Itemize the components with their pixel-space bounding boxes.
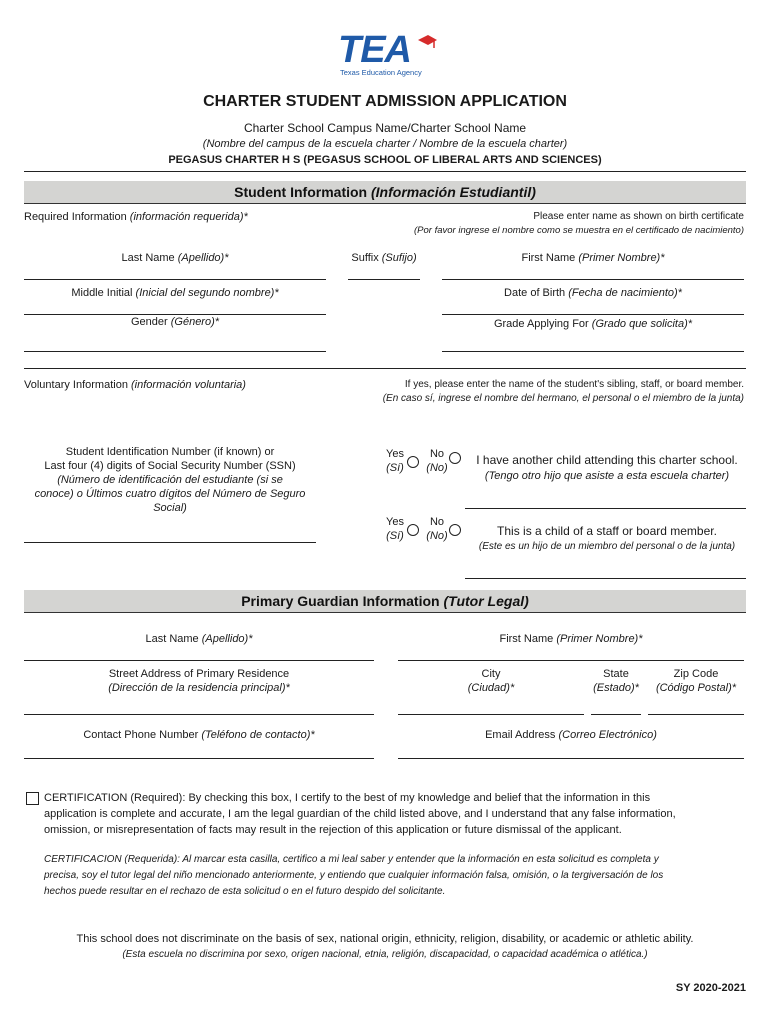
q2-yes-radio[interactable] bbox=[407, 524, 419, 536]
q1-text-es: (Tengo otro hijo que asiste a esta escuela charter) bbox=[484, 470, 730, 482]
street-label: Street Address of Primary Residence (Dirección de la residencia principal)* bbox=[108, 668, 290, 694]
tea-logo bbox=[338, 30, 438, 82]
first-name-field[interactable] bbox=[442, 279, 744, 280]
guardian-first-name-label: First Name (Primer Nombre)* bbox=[499, 633, 643, 645]
student-section-header bbox=[24, 181, 746, 204]
student-section-title: Student Information bbox=[234, 184, 368, 200]
email-field[interactable] bbox=[398, 758, 744, 759]
state-label: State (Estado)* bbox=[593, 668, 639, 694]
last-name-field[interactable] bbox=[24, 279, 326, 280]
logo-letters: TEA bbox=[338, 29, 411, 71]
q1-yes-label: Yes (Sí) bbox=[386, 448, 404, 474]
required-info-label: Required Information (información requerida)* bbox=[24, 211, 248, 223]
gender-field[interactable] bbox=[24, 351, 326, 352]
student-section-title-es: (Información Estudiantil) bbox=[371, 184, 536, 200]
student-id-label: Student Identification Number (if known) or Last four (4) digits of Social Security Number (SSN) (Número de identificación del estudiante (si se conoce) o Últimos cuatro dígitos del Número de Seguro Social) bbox=[34, 446, 306, 514]
city-field[interactable] bbox=[398, 714, 584, 715]
grade-field[interactable] bbox=[442, 351, 744, 352]
certification-checkbox[interactable] bbox=[26, 792, 39, 805]
q1-yes-radio[interactable] bbox=[407, 456, 419, 468]
voluntary-label: Voluntary Information (información voluntaria) bbox=[24, 379, 246, 391]
sibling-note-es: (En caso sí, ingrese el nombre del hermano, el personal o el miembro de la junta) bbox=[382, 393, 744, 404]
q2-no-radio[interactable] bbox=[449, 524, 461, 536]
guardian-section-title: Primary Guardian Information bbox=[241, 593, 440, 609]
zip-field[interactable] bbox=[648, 714, 744, 715]
school-year: SY 2020-2021 bbox=[675, 982, 746, 994]
guardian-section-header bbox=[24, 590, 746, 613]
first-name-label: First Name (Primer Nombre)* bbox=[521, 252, 665, 264]
guardian-section-title-es: (Tutor Legal) bbox=[443, 593, 529, 609]
q2-no-label: No (No) bbox=[426, 516, 448, 542]
q2-text-es: (Este es un hijo de un miembro del personal o de la junta) bbox=[478, 541, 736, 552]
graduation-cap-icon bbox=[416, 32, 438, 50]
q1-text: I have another child attending this charter school. bbox=[476, 453, 738, 467]
q1-name-field[interactable] bbox=[465, 508, 746, 509]
campus-label-es: (Nombre del campus de la escuela charter / Nombre de la escuela charter) bbox=[202, 138, 568, 150]
q2-name-field[interactable] bbox=[465, 578, 746, 579]
last-name-label: Last Name (Apellido)* bbox=[121, 252, 229, 264]
middle-initial-label: Middle Initial (Inicial del segundo nombre)* bbox=[71, 287, 279, 299]
zip-label: Zip Code (Código Postal)* bbox=[655, 668, 737, 694]
guardian-last-name-label: Last Name (Apellido)* bbox=[145, 633, 253, 645]
gender-label: Gender (Género)* bbox=[130, 316, 220, 328]
nondiscrimination-statement: This school does not discriminate on the basis of sex, national origin, ethnicity, religion, disability, or academic or athletic ability. bbox=[76, 933, 694, 945]
guardian-last-name-field[interactable] bbox=[24, 660, 374, 661]
dob-label: Date of Birth (Fecha de nacimiento)* bbox=[504, 287, 682, 299]
q1-no-label: No (No) bbox=[426, 448, 448, 474]
campus-label: Charter School Campus Name/Charter School Name bbox=[243, 121, 527, 135]
sibling-note: If yes, please enter the name of the student's sibling, staff, or board member. bbox=[404, 379, 744, 390]
phone-field[interactable] bbox=[24, 758, 374, 759]
email-label: Email Address (Correo Electrónico) bbox=[485, 729, 657, 741]
logo-subtitle: Texas Education Agency bbox=[340, 68, 422, 77]
suffix-label: Suffix (Sufijo) bbox=[351, 252, 417, 264]
q2-yes-label: Yes (Sí) bbox=[386, 516, 404, 542]
certification-text: CERTIFICATION (Required): By checking this box, I certify to the best of my knowledge and belief that the information in this application is complete and accurate, I am the legal guardian of the child listed above, and I understand that any false information, omission, or misrepresentation of facts may result in the rejection of this application or future dismissal of the applicant. bbox=[44, 792, 676, 836]
guardian-first-name-field[interactable] bbox=[398, 660, 744, 661]
state-field[interactable] bbox=[591, 714, 641, 715]
q1-no-radio[interactable] bbox=[449, 452, 461, 464]
city-label: City (Ciudad)* bbox=[467, 668, 515, 694]
page-title: CHARTER STUDENT ADMISSION APPLICATION bbox=[203, 93, 567, 110]
q2-text: This is a child of a staff or board member. bbox=[497, 524, 717, 538]
name-note-es: (Por favor ingrese el nombre como se muestra en el certificado de nacimiento) bbox=[413, 225, 744, 236]
dob-field[interactable] bbox=[442, 314, 744, 315]
campus-name-value[interactable]: PEGASUS CHARTER H S (PEGASUS SCHOOL OF LIBERAL ARTS AND SCIENCES) bbox=[168, 154, 602, 166]
certification-text-es: CERTIFICACION (Requerida): Al marcar esta casilla, certifico a mi leal saber y entender que la información en esta solicitud es completa y precisa, soy el tutor legal del niño mencionado anteriormente, y entiendo que cualquier información falsa, omisión, o la tergiversación de los hechos puede resultar en el rechazo de esta solicitud o en el futuro despido del solicitante. bbox=[44, 854, 664, 897]
nondiscrimination-statement-es: (Esta escuela no discrimina por sexo, origen nacional, etnia, religión, discapacidad, o capacidad académica o atlética.) bbox=[122, 949, 648, 960]
street-field[interactable] bbox=[24, 714, 374, 715]
suffix-field[interactable] bbox=[348, 279, 420, 280]
grade-label: Grade Applying For (Grado que solicita)* bbox=[493, 318, 693, 330]
campus-underline bbox=[24, 171, 746, 172]
name-note: Please enter name as shown on birth certificate bbox=[533, 211, 744, 222]
voluntary-divider bbox=[24, 368, 746, 369]
phone-label: Contact Phone Number (Teléfono de contacto)* bbox=[83, 729, 315, 741]
student-id-field[interactable] bbox=[24, 542, 316, 543]
